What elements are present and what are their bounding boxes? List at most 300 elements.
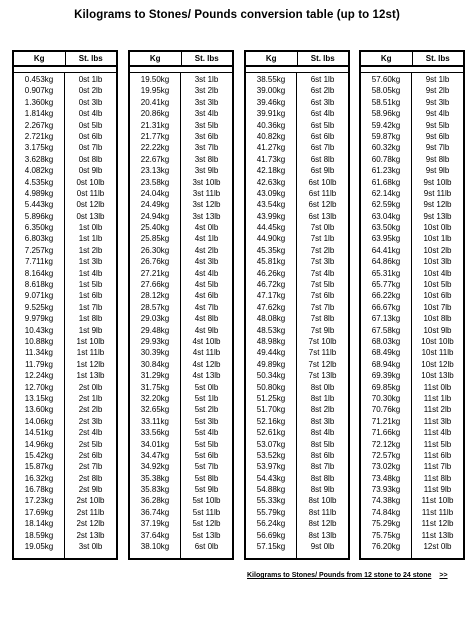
st-lbs-cell: 12st 0lb <box>423 542 452 552</box>
st-lbs-cell: 2st 9lb <box>78 485 103 495</box>
kg-cell: 72.57kg <box>371 450 401 460</box>
kg-cell: 53.97kg <box>256 462 286 472</box>
kg-cell: 11.79kg <box>25 359 53 369</box>
kg-cell: 19.05kg <box>24 542 54 552</box>
st-lbs-cell: 0st 5lb <box>78 120 103 130</box>
kg-column <box>130 73 181 559</box>
kg-column-header: Kg <box>130 52 182 65</box>
kg-cell: 69.85kg <box>371 382 401 392</box>
double-chevron-right-icon: >> <box>439 572 448 579</box>
st-lbs-cell: 10st 7lb <box>423 302 452 312</box>
st-lbs-cell: 3st 7lb <box>194 143 219 153</box>
table-body <box>361 72 463 559</box>
st-lbs-cell: 3st 6lb <box>194 131 219 141</box>
st-lbs-cell: 10st 2lb <box>423 245 452 255</box>
st-lbs-cell: 1st 13lb <box>76 371 105 381</box>
st-lbs-cell: 10st 11lb <box>421 348 454 358</box>
kg-cell: 39.91kg <box>256 109 286 119</box>
st-lbs-cell: 0st 2lb <box>78 86 103 96</box>
kg-cell: 68.03kg <box>371 336 401 346</box>
kg-cell: 8.618kg <box>24 280 54 290</box>
st-lbs-cell: 5st 8lb <box>194 473 219 483</box>
st-lbs-cell: 11st 4lb <box>423 428 452 438</box>
kg-cell: 53.07kg <box>256 439 286 449</box>
kg-cell: 45.35kg <box>256 245 286 255</box>
st-lbs-cell: 5st 0lb <box>194 382 219 392</box>
kg-cell: 24.49kg <box>140 200 170 210</box>
st-column-header: St. lbs <box>425 54 450 63</box>
kg-cell: 70.76kg <box>371 405 401 415</box>
kg-cell: 48.98kg <box>256 336 286 346</box>
kg-cell: 26.76kg <box>140 257 170 267</box>
kg-cell: 25.85kg <box>140 234 170 244</box>
st-lbs-cell: 0st 7lb <box>78 143 103 153</box>
st-lbs-cell: 3st 8lb <box>194 154 219 164</box>
kg-cell: 34.92kg <box>140 462 170 472</box>
next-table-link[interactable] <box>247 572 448 579</box>
kg-column-header: Kg <box>14 52 66 65</box>
kg-cell: 43.99kg <box>256 211 286 221</box>
kg-cell: 31.75kg <box>140 382 170 392</box>
kg-cell: 48.53kg <box>256 325 286 335</box>
kg-cell: 66.67kg <box>371 302 401 312</box>
next-table-link-text: Kilograms to Stones/ Pounds from 12 stone to 24 stone <box>247 572 432 579</box>
st-lbs-cell: 11st 0lb <box>423 382 452 392</box>
st-lbs-cell: 3st 4lb <box>194 109 219 119</box>
kg-cell: 16.32kg <box>24 473 54 483</box>
st-lbs-cell: 8st 3lb <box>310 416 335 426</box>
kg-cell: 10.43kg <box>24 325 54 335</box>
st-lbs-cell: 7st 12lb <box>308 359 337 369</box>
st-lbs-cell: 4st 0lb <box>194 223 219 233</box>
st-lbs-cell: 3st 2lb <box>194 86 219 96</box>
conversion-table <box>244 50 350 560</box>
st-lbs-cell: 3st 13lb <box>192 211 221 221</box>
st-lbs-cell: 9st 5lb <box>425 120 450 130</box>
st-column-header: St. lbs <box>78 54 103 63</box>
st-lbs-cell: 8st 13lb <box>308 530 337 540</box>
table-body <box>14 72 116 559</box>
kg-cell: 43.09kg <box>256 188 286 198</box>
kg-column <box>361 73 412 559</box>
st-lbs-cell: 5st 13lb <box>192 530 221 540</box>
kg-cell: 51.70kg <box>256 405 286 415</box>
st-lbs-cell: 3st 10lb <box>192 177 221 187</box>
st-lbs-cell: 11st 3lb <box>423 416 452 426</box>
st-lbs-cell: 2st 11lb <box>76 507 105 517</box>
st-lbs-cell: 1st 9lb <box>78 325 103 335</box>
kg-cell: 74.84kg <box>371 507 401 517</box>
st-lbs-cell: 7st 11lb <box>308 348 337 358</box>
st-lbs-cell: 6st 3lb <box>310 97 335 107</box>
kg-cell: 46.26kg <box>256 268 286 278</box>
kg-cell: 33.11kg <box>141 416 169 426</box>
st-lbs-cell: 8st 9lb <box>310 485 335 495</box>
st-lbs-cell: 11st 1lb <box>423 393 452 403</box>
st-lbs-cell: 6st 13lb <box>308 211 337 221</box>
st-lbs-cell: 7st 4lb <box>310 268 335 278</box>
table-header <box>130 52 232 67</box>
kg-cell: 45.81kg <box>256 257 286 267</box>
kg-cell: 8.164kg <box>24 268 54 278</box>
st-lbs-cell: 5st 4lb <box>194 428 219 438</box>
kg-column-header: Kg <box>246 52 298 65</box>
kg-cell: 38.10kg <box>140 542 170 552</box>
kg-cell: 23.13kg <box>140 166 170 176</box>
kg-cell: 49.44kg <box>256 348 286 358</box>
st-lbs-cell: 3st 0lb <box>78 542 103 552</box>
kg-cell: 62.59kg <box>371 200 401 210</box>
st-lbs-cell: 5st 3lb <box>194 416 219 426</box>
kg-cell: 24.94kg <box>140 211 170 221</box>
st-lbs-cell: 11st 9lb <box>423 485 452 495</box>
kg-cell: 41.73kg <box>256 154 286 164</box>
kg-cell: 10.88kg <box>24 336 54 346</box>
kg-cell: 44.45kg <box>256 223 286 233</box>
kg-cell: 55.33kg <box>256 496 286 506</box>
st-lbs-cell: 4st 9lb <box>194 325 219 335</box>
kg-cell: 61.23kg <box>371 166 401 176</box>
kg-cell: 4.989kg <box>24 188 54 198</box>
kg-cell: 4.082kg <box>24 166 54 176</box>
kg-cell: 3.175kg <box>24 143 54 153</box>
kg-cell: 70.30kg <box>371 393 401 403</box>
st-lbs-cell: 2st 12lb <box>76 519 105 529</box>
st-lbs-cell: 6st 6lb <box>310 131 335 141</box>
kg-cell: 20.41kg <box>140 97 170 107</box>
kg-cell: 26.30kg <box>140 245 170 255</box>
kg-cell: 37.64kg <box>140 530 170 540</box>
kg-cell: 60.32kg <box>371 143 401 153</box>
st-column <box>412 73 463 559</box>
kg-cell: 40.36kg <box>256 120 286 130</box>
kg-cell: 7.711kg <box>25 257 53 267</box>
kg-cell: 1.814kg <box>24 109 54 119</box>
kg-cell: 15.42kg <box>24 450 54 460</box>
st-lbs-cell: 9st 0lb <box>310 542 335 552</box>
kg-cell: 57.15kg <box>256 542 286 552</box>
kg-cell: 7.257kg <box>24 245 54 255</box>
kg-cell: 35.83kg <box>140 485 170 495</box>
kg-cell: 60.78kg <box>371 154 401 164</box>
kg-cell: 38.55kg <box>256 75 286 84</box>
kg-cell: 46.72kg <box>256 280 286 290</box>
kg-cell: 32.20kg <box>140 393 170 403</box>
kg-cell: 30.39kg <box>140 348 170 358</box>
kg-cell: 12.70kg <box>24 382 54 392</box>
st-lbs-cell: 4st 3lb <box>194 257 219 267</box>
st-column-header: St. lbs <box>310 54 335 63</box>
kg-cell: 14.96kg <box>24 439 54 449</box>
conversion-table <box>12 50 118 560</box>
st-lbs-cell: 8st 6lb <box>310 450 335 460</box>
st-lbs-cell: 5st 5lb <box>194 439 219 449</box>
st-lbs-cell: 11st 5lb <box>423 439 452 449</box>
st-lbs-cell: 1st 5lb <box>78 280 103 290</box>
kg-column-header: Kg <box>361 52 413 65</box>
table-body <box>130 72 232 559</box>
kg-cell: 29.48kg <box>140 325 170 335</box>
kg-cell: 61.68kg <box>371 177 401 187</box>
st-lbs-cell: 2st 10lb <box>76 496 105 506</box>
st-lbs-cell: 5st 11lb <box>192 507 221 517</box>
kg-cell: 0.453kg <box>24 75 54 84</box>
st-lbs-cell: 6st 7lb <box>310 143 335 153</box>
kg-cell: 11.34kg <box>25 348 53 358</box>
kg-cell: 69.39kg <box>371 371 401 381</box>
kg-cell: 51.25kg <box>256 393 286 403</box>
kg-cell: 42.18kg <box>256 166 286 176</box>
st-lbs-cell: 8st 12lb <box>308 519 337 529</box>
kg-cell: 52.16kg <box>256 416 286 426</box>
kg-cell: 6.803kg <box>24 234 54 244</box>
kg-cell: 73.93kg <box>371 485 401 495</box>
st-lbs-cell: 1st 11lb <box>76 348 105 358</box>
kg-cell: 75.75kg <box>371 530 401 540</box>
kg-cell: 15.87kg <box>24 462 54 472</box>
st-lbs-cell: 5st 7lb <box>194 462 219 472</box>
kg-cell: 17.23kg <box>24 496 54 506</box>
st-lbs-cell: 9st 4lb <box>425 109 450 119</box>
st-lbs-cell: 5st 12lb <box>192 519 221 529</box>
st-lbs-cell: 9st 13lb <box>423 211 452 221</box>
kg-cell: 58.05kg <box>371 86 401 96</box>
st-lbs-cell: 3st 12lb <box>192 200 221 210</box>
kg-cell: 63.04kg <box>371 211 401 221</box>
kg-cell: 39.46kg <box>256 97 286 107</box>
kg-cell: 49.89kg <box>256 359 286 369</box>
kg-cell: 56.69kg <box>256 530 286 540</box>
st-lbs-cell: 11st 11lb <box>421 507 454 517</box>
st-lbs-cell: 11st 7lb <box>423 462 452 472</box>
kg-cell: 50.34kg <box>256 371 286 381</box>
kg-cell: 21.77kg <box>140 131 170 141</box>
st-lbs-cell: 6st 5lb <box>310 120 335 130</box>
kg-cell: 30.84kg <box>140 359 170 369</box>
st-lbs-cell: 1st 6lb <box>78 291 103 301</box>
st-lbs-cell: 8st 10lb <box>308 496 337 506</box>
st-lbs-cell: 5st 6lb <box>194 450 219 460</box>
kg-cell: 29.93kg <box>140 336 170 346</box>
st-lbs-cell: 5st 1lb <box>194 393 219 403</box>
conversion-table <box>359 50 465 560</box>
kg-cell: 66.22kg <box>371 291 401 301</box>
kg-cell: 52.61kg <box>256 428 286 438</box>
kg-cell: 21.31kg <box>140 120 170 130</box>
kg-cell: 76.20kg <box>371 542 401 552</box>
st-lbs-cell: 7st 8lb <box>310 314 335 324</box>
kg-cell: 14.06kg <box>24 416 54 426</box>
st-lbs-cell: 6st 4lb <box>310 109 335 119</box>
kg-cell: 75.29kg <box>371 519 401 529</box>
kg-cell: 22.22kg <box>140 143 170 153</box>
st-lbs-cell: 1st 1lb <box>78 234 103 244</box>
st-lbs-cell: 1st 7lb <box>78 302 103 312</box>
kg-cell: 63.95kg <box>371 234 401 244</box>
st-lbs-cell: 9st 3lb <box>425 97 450 107</box>
st-lbs-cell: 6st 0lb <box>194 542 219 552</box>
st-lbs-cell: 2st 13lb <box>76 530 105 540</box>
st-lbs-cell: 8st 5lb <box>310 439 335 449</box>
kg-cell: 65.77kg <box>371 280 401 290</box>
st-lbs-cell: 1st 10lb <box>76 336 105 346</box>
kg-column <box>246 73 297 559</box>
st-lbs-cell: 10st 12lb <box>421 359 454 369</box>
kg-cell: 36.28kg <box>140 496 170 506</box>
kg-cell: 22.67kg <box>140 154 170 164</box>
st-lbs-cell: 0st 12lb <box>76 200 105 210</box>
kg-cell: 6.350kg <box>24 223 54 233</box>
st-lbs-cell: 9st 6lb <box>425 131 450 141</box>
kg-cell: 57.60kg <box>371 75 401 84</box>
st-lbs-cell: 0st 1lb <box>78 75 103 84</box>
st-column <box>181 73 232 559</box>
st-lbs-cell: 7st 3lb <box>310 257 335 267</box>
st-lbs-cell: 8st 7lb <box>310 462 335 472</box>
kg-cell: 47.17kg <box>256 291 286 301</box>
kg-cell: 43.54kg <box>256 200 286 210</box>
st-lbs-cell: 6st 8lb <box>310 154 335 164</box>
st-lbs-cell: 0st 10lb <box>76 177 105 187</box>
st-lbs-cell: 7st 10lb <box>308 336 337 346</box>
kg-cell: 35.38kg <box>140 473 170 483</box>
conversion-table <box>128 50 234 560</box>
kg-cell: 28.12kg <box>140 291 170 301</box>
kg-cell: 68.49kg <box>371 348 401 358</box>
kg-cell: 0.907kg <box>24 86 54 96</box>
kg-cell: 23.58kg <box>140 177 170 187</box>
st-lbs-cell: 10st 9lb <box>423 325 452 335</box>
kg-cell: 13.60kg <box>24 405 54 415</box>
kg-cell: 73.02kg <box>371 462 401 472</box>
st-lbs-cell: 0st 11lb <box>76 188 105 198</box>
kg-cell: 40.82kg <box>256 131 286 141</box>
st-lbs-cell: 1st 2lb <box>78 245 103 255</box>
st-lbs-cell: 10st 6lb <box>423 291 452 301</box>
st-lbs-cell: 4st 12lb <box>192 359 221 369</box>
st-lbs-cell: 3st 5lb <box>194 120 219 130</box>
st-lbs-cell: 4st 2lb <box>194 245 219 255</box>
kg-cell: 34.47kg <box>140 450 170 460</box>
st-lbs-cell: 2st 5lb <box>78 439 103 449</box>
kg-cell: 65.31kg <box>371 268 401 278</box>
table-body <box>246 72 348 559</box>
kg-cell: 31.29kg <box>140 371 170 381</box>
kg-cell: 62.14kg <box>371 188 401 198</box>
st-lbs-cell: 4st 8lb <box>194 314 219 324</box>
st-lbs-cell: 5st 2lb <box>194 405 219 415</box>
kg-cell: 2.721kg <box>24 131 54 141</box>
st-lbs-cell: 7st 9lb <box>310 325 335 335</box>
st-lbs-cell: 5st 10lb <box>192 496 221 506</box>
st-lbs-cell: 1st 0lb <box>78 223 103 233</box>
st-lbs-cell: 10st 3lb <box>423 257 452 267</box>
st-lbs-cell: 8st 8lb <box>310 473 335 483</box>
kg-cell: 18.59kg <box>24 530 54 540</box>
kg-cell: 29.03kg <box>140 314 170 324</box>
kg-cell: 27.21kg <box>140 268 170 278</box>
st-lbs-cell: 4st 1lb <box>194 234 219 244</box>
st-lbs-cell: 4st 7lb <box>194 302 219 312</box>
kg-cell: 5.896kg <box>24 211 54 221</box>
st-lbs-cell: 0st 9lb <box>78 166 103 176</box>
st-column <box>297 73 348 559</box>
kg-cell: 28.57kg <box>140 302 170 312</box>
st-lbs-cell: 2st 7lb <box>78 462 103 472</box>
table-header <box>14 52 116 67</box>
st-lbs-cell: 8st 4lb <box>310 428 335 438</box>
st-lbs-cell: 7st 7lb <box>310 302 335 312</box>
st-lbs-cell: 2st 2lb <box>78 405 103 415</box>
st-lbs-cell: 2st 3lb <box>78 416 103 426</box>
st-lbs-cell: 8st 2lb <box>310 405 335 415</box>
kg-cell: 32.65kg <box>140 405 170 415</box>
st-lbs-cell: 4st 5lb <box>194 280 219 290</box>
kg-cell: 39.00kg <box>256 86 286 96</box>
st-lbs-cell: 6st 1lb <box>310 75 335 84</box>
st-lbs-cell: 7st 0lb <box>310 223 335 233</box>
kg-cell: 37.19kg <box>140 519 170 529</box>
kg-cell: 71.21kg <box>371 416 401 426</box>
kg-cell: 2.267kg <box>24 120 54 130</box>
st-lbs-cell: 11st 8lb <box>423 473 452 483</box>
conversion-tables <box>12 50 465 560</box>
kg-cell: 12.24kg <box>24 371 54 381</box>
page-title: Kilograms to Stones/ Pounds conversion table (up to 12st) <box>74 9 400 21</box>
kg-cell: 13.15kg <box>24 393 54 403</box>
st-lbs-cell: 3st 11lb <box>192 188 221 198</box>
st-lbs-cell: 6st 9lb <box>310 166 335 176</box>
kg-cell: 25.40kg <box>140 223 170 233</box>
kg-cell: 54.43kg <box>256 473 286 483</box>
st-lbs-cell: 1st 12lb <box>76 359 105 369</box>
st-lbs-cell: 1st 4lb <box>78 268 103 278</box>
st-lbs-cell: 7st 2lb <box>310 245 335 255</box>
kg-cell: 74.38kg <box>371 496 401 506</box>
kg-cell: 19.50kg <box>140 75 170 84</box>
st-lbs-cell: 9st 11lb <box>423 188 452 198</box>
st-lbs-cell: 9st 2lb <box>425 86 450 96</box>
st-lbs-cell: 7st 13lb <box>308 371 337 381</box>
kg-cell: 33.56kg <box>140 428 170 438</box>
st-lbs-cell: 10st 4lb <box>423 268 452 278</box>
st-lbs-cell: 11st 13lb <box>421 530 454 540</box>
st-lbs-cell: 8st 1lb <box>310 393 335 403</box>
kg-cell: 54.88kg <box>256 485 286 495</box>
st-lbs-cell: 10st 10lb <box>421 336 454 346</box>
kg-cell: 58.96kg <box>371 109 401 119</box>
st-lbs-cell: 11st 12lb <box>421 519 454 529</box>
kg-cell: 53.52kg <box>256 450 286 460</box>
kg-cell: 4.535kg <box>24 177 54 187</box>
st-column-header: St. lbs <box>194 54 219 63</box>
kg-cell: 55.79kg <box>256 507 286 517</box>
table-header <box>246 52 348 67</box>
st-lbs-cell: 10st 5lb <box>423 280 452 290</box>
kg-cell: 64.41kg <box>371 245 401 255</box>
kg-cell: 14.51kg <box>24 428 54 438</box>
kg-cell: 44.90kg <box>256 234 286 244</box>
kg-cell: 20.86kg <box>140 109 170 119</box>
st-lbs-cell: 4st 13lb <box>192 371 221 381</box>
kg-cell: 67.58kg <box>371 325 401 335</box>
st-lbs-cell: 0st 8lb <box>78 154 103 164</box>
st-lbs-cell: 1st 8lb <box>78 314 103 324</box>
table-header <box>361 52 463 67</box>
st-lbs-cell: 6st 12lb <box>308 200 337 210</box>
st-lbs-cell: 7st 5lb <box>310 280 335 290</box>
kg-cell: 68.94kg <box>371 359 401 369</box>
